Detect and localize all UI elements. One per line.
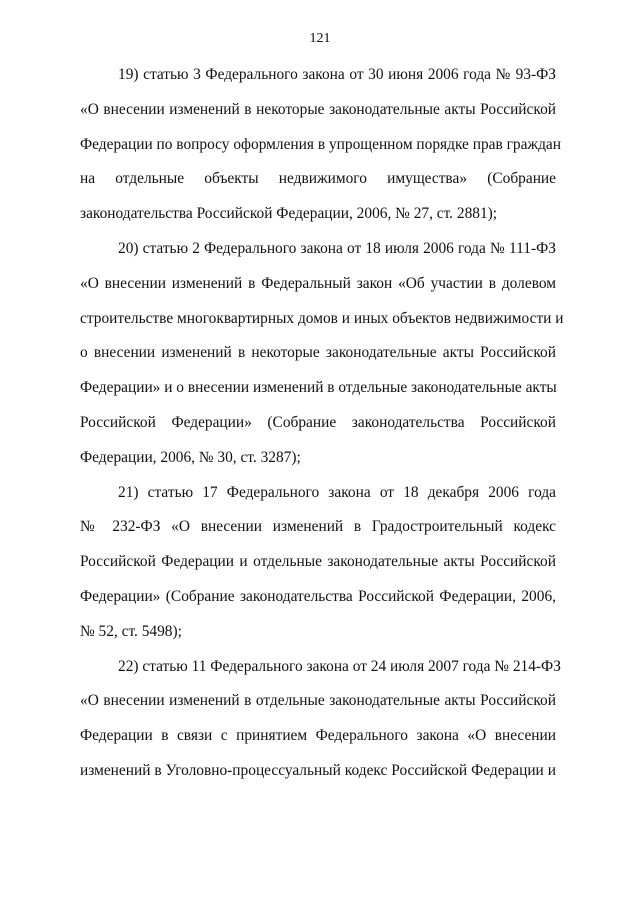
paragraph-line: о внесении изменений в некоторые законодательные акты Российской xyxy=(80,344,556,362)
paragraph-line: 20) статью 2 Федерального закона от 18 июля 2006 года № 111-ФЗ xyxy=(118,239,556,257)
paragraph-item-21 xyxy=(80,476,556,650)
paragraph-line: строительстве многоквартирных домов и иных объектов недвижимости и xyxy=(80,309,564,327)
paragraph-line: законодательства Российской Федерации, 2006, № 27, ст. 2881); xyxy=(80,205,498,223)
paragraph-line: Федерации» и о внесении изменений в отдельные законодательные акты xyxy=(80,379,557,397)
document-body xyxy=(80,58,564,789)
page-number: 121 xyxy=(309,31,331,46)
paragraph-line: № 232-ФЗ «О внесении изменений в Градостроительный кодекс xyxy=(80,518,556,536)
paragraph-line: «О внесении изменений в Федеральный закон «Об участии в долевом xyxy=(80,274,556,292)
paragraph-line: 19) статью 3 Федерального закона от 30 июня 2006 года № 93-ФЗ xyxy=(118,66,556,83)
paragraph-line: Федерации в связи с принятием Федерального закона «О внесении xyxy=(80,727,556,745)
paragraph-line: изменений в Уголовно-процессуальный кодекс Российской Федерации и xyxy=(80,761,556,779)
paragraph-line: 22) статью 11 Федерального закона от 24 июля 2007 года № 214-ФЗ xyxy=(118,657,561,675)
paragraph-line: Федерации, 2006, № 30, ст. 3287); xyxy=(80,448,301,466)
paragraph-line: Российской Федерации» (Собрание законодательства Российской xyxy=(80,413,556,431)
paragraph-item-20 xyxy=(80,232,564,476)
paragraph-line: «О внесении изменений в отдельные законодательные акты Российской xyxy=(80,692,556,710)
paragraph-item-19 xyxy=(80,58,561,232)
paragraph-line: 21) статью 17 Федерального закона от 18 декабря 2006 года xyxy=(118,483,556,501)
paragraph-line: Федерации» (Собрание законодательства Российской Федерации, 2006, xyxy=(80,587,556,605)
paragraph-line: № 52, ст. 5498); xyxy=(80,622,182,640)
paragraph-line: Российской Федерации и отдельные законодательные акты Российской xyxy=(80,553,556,571)
paragraph-line: на отдельные объекты недвижимого имущества» (Собрание xyxy=(80,170,556,188)
paragraph-item-22 xyxy=(80,650,561,789)
paragraph-line: «О внесении изменений в некоторые законодательные акты Российской xyxy=(80,100,556,118)
paragraph-line: Федерации по вопросу оформления в упрощенном порядке прав граждан xyxy=(80,135,561,153)
